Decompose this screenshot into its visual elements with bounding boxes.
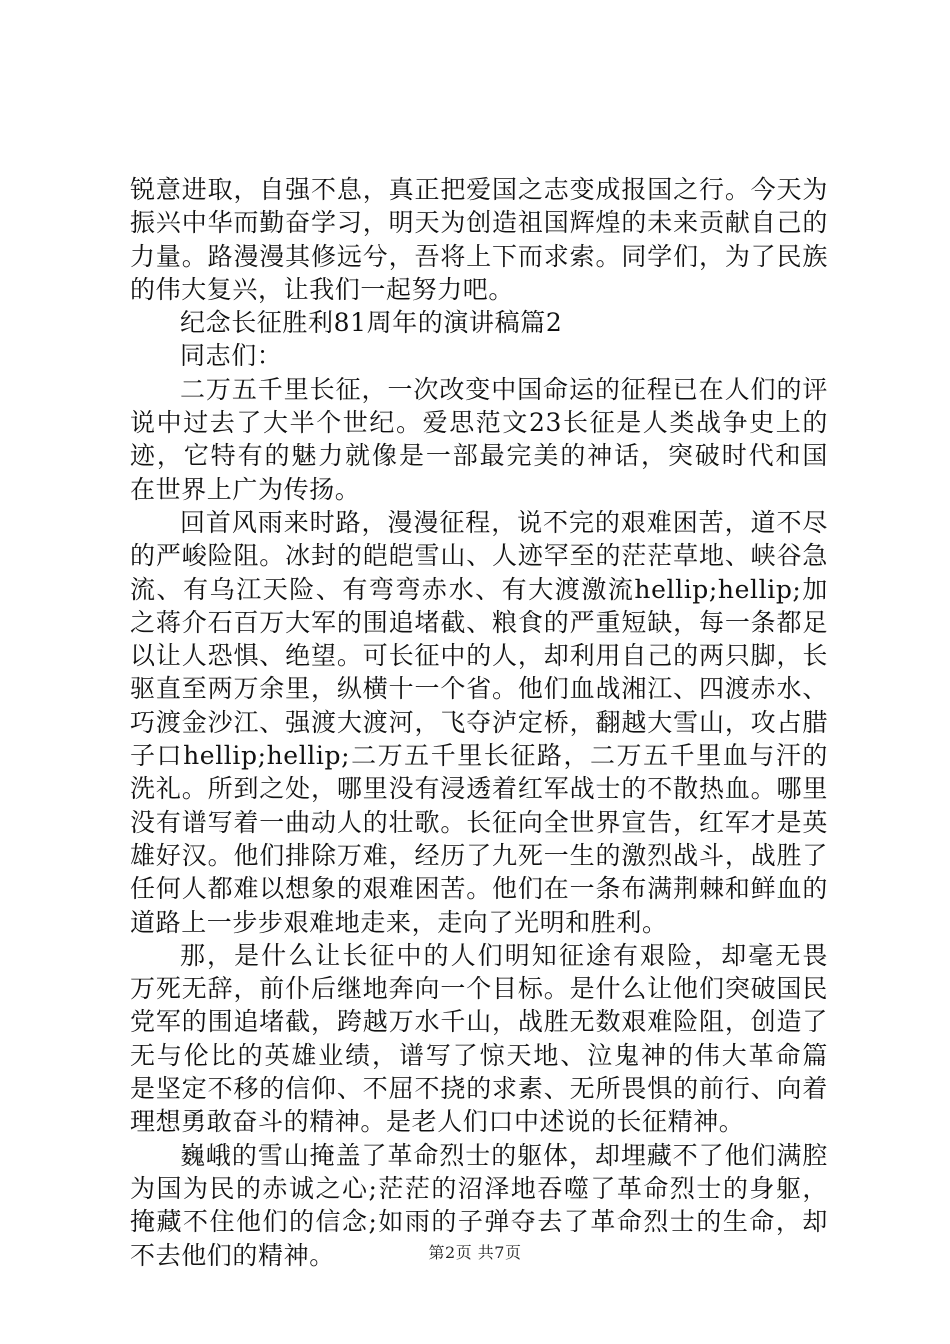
text-line: 任何人都难以想象的艰难困苦。他们在一条布满荆棘和鲜血的 — [130, 874, 828, 904]
text-line: 驱直至两万余里，纵横十一个省。他们血战湘江、四渡赤水、 — [130, 674, 828, 704]
text-line: 迹，它特有的魅力就像是一部最完美的神话，突破时代和国 — [130, 441, 828, 471]
text-line: 锐意进取，自强不息，真正把爱国之志变成报国之行。今天为 — [130, 175, 828, 204]
text-line: 没有谱写着一曲动人的壮歌。长征向全世界宣告，红军才是英 — [130, 807, 828, 837]
text-line: 流、有乌江天险、有弯弯赤水、有大渡激流hellip;hellip;加 — [130, 574, 828, 604]
text-line: 那，是什么让长征中的人们明知征途有艰险，却毫无畏 — [180, 940, 828, 970]
text-line: 以让人恐惧、绝望。可长征中的人，却利用自己的两只脚，长 — [130, 641, 828, 671]
text-line: 说中过去了大半个世纪。爱思范文23长征是人类战争史上的 — [130, 408, 828, 438]
text-line: 二万五千里长征，一次改变中国命运的征程已在人们的评 — [180, 374, 828, 404]
text-line: 同志们： — [180, 341, 283, 371]
text-line: 回首风雨来时路，漫漫征程，说不完的艰难困苦，道不尽 — [180, 507, 828, 537]
text-line: 力量。路漫漫其修远兮，吾将上下而求索。同学们，为了民族 — [130, 241, 828, 271]
text-line: 巧渡金沙江、强渡大渡河，飞夺泸定桥，翻越大雪山，攻占腊 — [130, 707, 828, 737]
page-footer: 第2页 共7页 — [428, 1243, 522, 1262]
text-line: 是坚定不移的信仰、不屈不挠的求素、无所畏惧的前行、向着 — [130, 1074, 828, 1104]
text-line: 理想勇敢奋斗的精神。是老人们口中述说的长征精神。 — [130, 1107, 745, 1137]
text-line: 在世界上广为传扬。 — [130, 474, 361, 504]
text-line: 党军的围追堵截，跨越万水千山，战胜无数艰难险阻，创造了 — [130, 1007, 828, 1037]
text-line: 道路上一步步艰难地走来，走向了光明和胜利。 — [130, 907, 668, 937]
text-line: 万死无辞，前仆后继地奔向一个目标。是什么让他们突破国民 — [130, 974, 828, 1004]
text-line: 纪念长征胜利81周年的演讲稿篇2 — [180, 308, 563, 338]
text-line: 的伟大复兴，让我们一起努力吧。 — [130, 274, 515, 304]
text-line: 无与伦比的英雄业绩，谱写了惊天地、泣鬼神的伟大革命篇 — [130, 1040, 828, 1070]
text-line: 子口hellip;hellip;二万五千里长征路，二万五千里血与汗的 — [130, 741, 828, 771]
text-line: 之蒋介石百万大军的围追堵截、粮食的严重短缺，每一条都足 — [130, 607, 828, 637]
text-line: 巍峨的雪山掩盖了革命烈士的躯体，却埋藏不了他们满腔 — [180, 1140, 828, 1170]
text-line: 振兴中华而勤奋学习，明天为创造祖国辉煌的未来贡献自己的 — [130, 208, 828, 238]
text-line: 不去他们的精神。 — [130, 1240, 335, 1270]
document-body — [130, 173, 828, 1272]
text-line: 掩藏不住他们的信念;如雨的子弹夺去了革命烈士的生命，却 — [130, 1207, 828, 1237]
text-line: 雄好汉。他们排除万难，经历了九死一生的激烈战斗，战胜了 — [130, 840, 828, 870]
text-line: 为国为民的赤诚之心;茫茫的沼泽地吞噬了革命烈士的身躯， — [130, 1173, 828, 1203]
text-line: 的严峻险阻。冰封的皑皑雪山、人迹罕至的茫茫草地、峡谷急 — [130, 541, 828, 571]
text-line: 洗礼。所到之处，哪里没有浸透着红军战士的不散热血。哪里 — [130, 774, 828, 804]
